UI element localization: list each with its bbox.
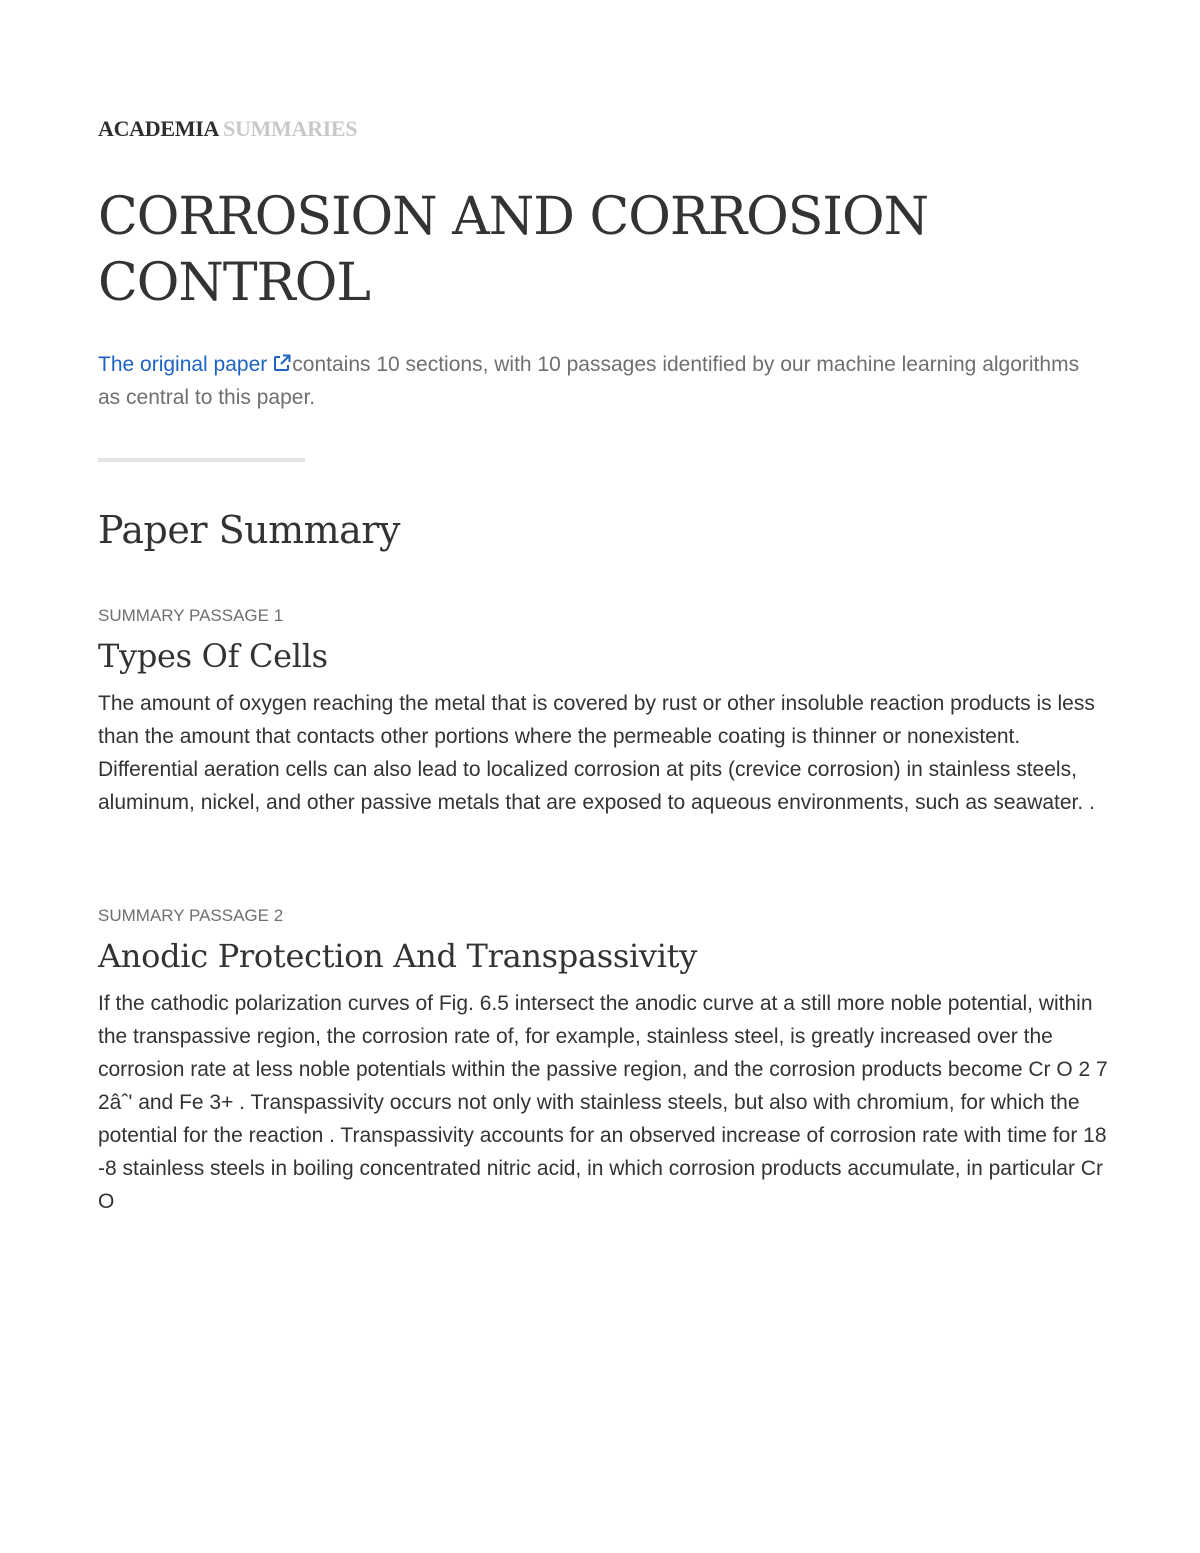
brand-main-text: ACADEMIA bbox=[98, 116, 220, 141]
brand-logo[interactable] bbox=[98, 116, 357, 142]
intro-text: contains 10 sections, with 10 passages identified by our machine learning algorithms as central to this paper. bbox=[98, 353, 1080, 409]
paper-summary-heading: Paper Summary bbox=[98, 508, 400, 552]
summary-passage bbox=[98, 905, 1108, 1218]
section-divider bbox=[98, 458, 305, 462]
brand-sub-text: SUMMARIES bbox=[223, 116, 358, 141]
passage-body: The amount of oxygen reaching the metal that is covered by rust or other insoluble reaction products is less than the amount that contacts other portions where the permeable coating is thinner or nonexistent. Differential aeration cells can also lead to localized corrosion at pits (crevice corrosion) in stainless steels, aluminum, nickel, and other passive metals that are exposed to aqueous environments, such as seawater. . bbox=[98, 692, 1095, 814]
document-title: CORROSION AND CORROSION CONTROL bbox=[98, 187, 929, 313]
passage-label: SUMMARY PASSAGE 1 bbox=[98, 606, 284, 625]
passage-body: If the cathodic polarization curves of Fig. 6.5 intersect the anodic curve at a still more noble potential, within the transpassive region, the corrosion rate of, for example, stainless steel, is greatly increased over the corrosion rate at less noble potentials within the passive region, and the corrosion products become Cr O 2 7 2âˆ' and Fe 3+ . Transpassivity occurs not only with stainless steels, but also with chromium, for which the potential for the reaction . Transpassivity accounts for an observed increase of corrosion rate with time for 18 -8 stainless steels in boiling concentrated nitric acid, in which corrosion products accumulate, in particular Cr O bbox=[98, 992, 1108, 1213]
external-link-icon bbox=[273, 349, 291, 367]
original-paper-link-text: The original paper bbox=[98, 353, 268, 376]
passage-label: SUMMARY PASSAGE 2 bbox=[98, 906, 284, 925]
intro-paragraph bbox=[98, 348, 1088, 414]
passage-title: Types Of Cells bbox=[98, 637, 328, 675]
summary-passage bbox=[98, 605, 1108, 819]
passage-title: Anodic Protection And Transpassivity bbox=[98, 937, 697, 975]
original-paper-link[interactable] bbox=[98, 353, 292, 376]
